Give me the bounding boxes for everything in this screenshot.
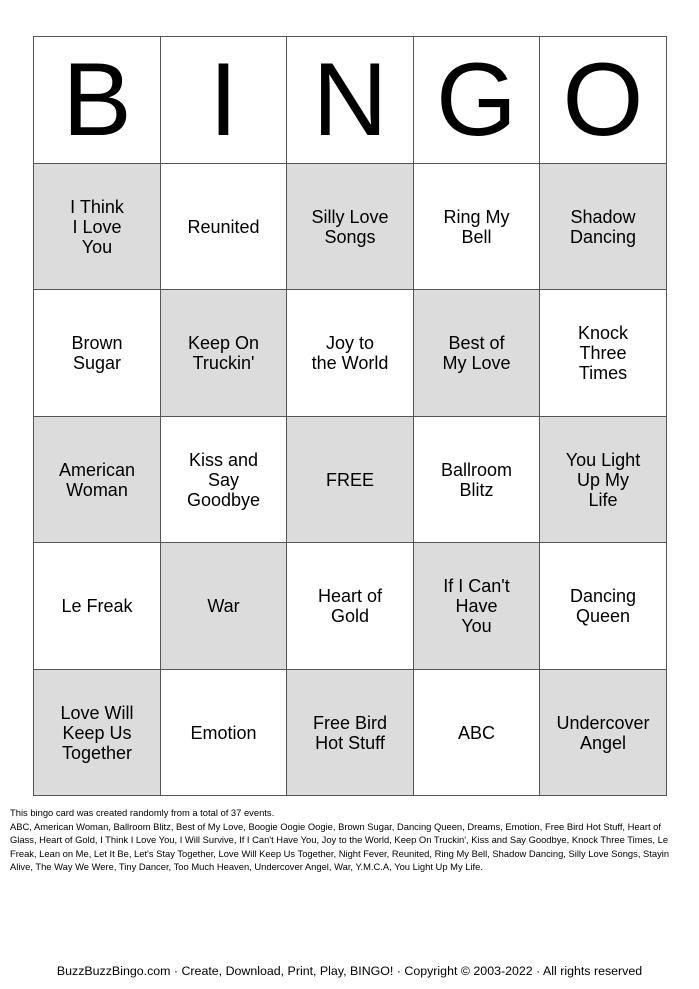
card-info bbox=[10, 806, 690, 874]
bingo-square: If I Can't Have You bbox=[414, 543, 540, 670]
bingo-square: Shadow Dancing bbox=[540, 164, 667, 290]
bingo-square: Keep On Truckin' bbox=[161, 290, 287, 417]
bingo-square: I Think I Love You bbox=[34, 164, 161, 290]
bingo-square: You Light Up My Life bbox=[540, 417, 667, 543]
bingo-square: Reunited bbox=[161, 164, 287, 290]
bingo-square: Brown Sugar bbox=[34, 290, 161, 417]
bingo-square: Undercover Angel bbox=[540, 670, 667, 796]
bingo-square: Kiss and Say Goodbye bbox=[161, 417, 287, 543]
bingo-square: FREE bbox=[287, 417, 414, 543]
bingo-square: Dancing Queen bbox=[540, 543, 667, 670]
footer-copyright: BuzzBuzzBingo.com · Create, Download, Print, Play, BINGO! · Copyright © 2003-2022 · All rights reserved bbox=[56, 964, 643, 978]
bingo-square: ABC bbox=[414, 670, 540, 796]
header-letter-g: G bbox=[414, 37, 540, 164]
bingo-card bbox=[33, 36, 667, 796]
bingo-square: Ring My Bell bbox=[414, 164, 540, 290]
header-letter-n: N bbox=[287, 37, 414, 164]
bingo-square: Love Will Keep Us Together bbox=[34, 670, 161, 796]
header-letter-i: I bbox=[161, 37, 287, 164]
bingo-square: War bbox=[161, 543, 287, 670]
bingo-square: Emotion bbox=[161, 670, 287, 796]
header-letter-o: O bbox=[540, 37, 667, 164]
bingo-square: Joy to the World bbox=[287, 290, 414, 417]
info-summary: This bingo card was created randomly from a total of 37 events. bbox=[10, 807, 275, 818]
bingo-square: Silly Love Songs bbox=[287, 164, 414, 290]
info-event-list: ABC, American Woman, Ballroom Blitz, Best of My Love, Boogie Oogie Oogie, Brown Sugar, Dancing Queen, Dreams, Emotion, Free Bird Hot Stuff, Heart of Glass, Heart of Gold, I Think I Love You, I Will Survive, If I Can't Have You, Joy to the World, Keep On Truckin', Kiss and Say Goodbye, Knock Three Times, Le Freak, Lean on Me, Let It Be, Let's Stay Together, Love Will Keep Us Together, Night Fever, Reunited, Ring My Bell, Shadow Dancing, Silly Love Songs, Stayin Alive, The Way We Were, Tiny Dancer, Too Much Heaven, Undercover Angel, War, Y.M.C.A, You Light Up My Life. bbox=[10, 820, 670, 873]
bingo-square: American Woman bbox=[34, 417, 161, 543]
bingo-square: Heart of Gold bbox=[287, 543, 414, 670]
bingo-square: Knock Three Times bbox=[540, 290, 667, 417]
bingo-square: Free Bird Hot Stuff bbox=[287, 670, 414, 796]
bingo-square: Le Freak bbox=[34, 543, 161, 670]
header-letter-b: B bbox=[34, 37, 161, 164]
bingo-square: Ballroom Blitz bbox=[414, 417, 540, 543]
bingo-square: Best of My Love bbox=[414, 290, 540, 417]
